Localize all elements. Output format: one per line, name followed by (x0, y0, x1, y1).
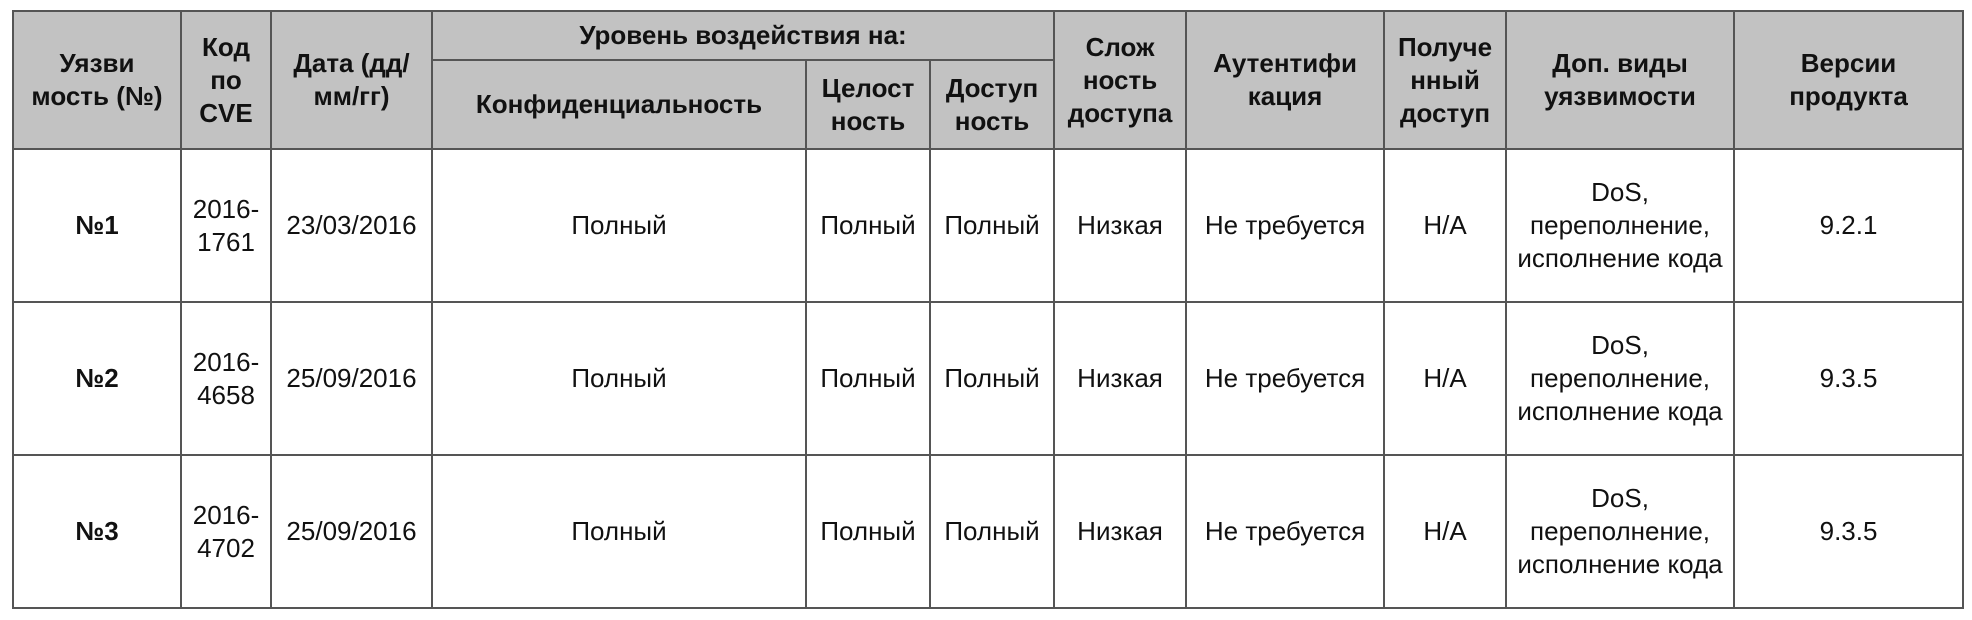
header-date: Дата (дд/ мм/гг) (271, 11, 432, 149)
cell-confidentiality: Полный (432, 149, 806, 302)
cell-extra-types: DoS, переполнение, исполнение кода (1506, 455, 1734, 608)
header-vuln-number: Уязви мость (№) (13, 11, 181, 149)
header-impact-group: Уровень воздействия на: (432, 11, 1054, 60)
cell-access-complexity: Низкая (1054, 149, 1186, 302)
cell-availability: Полный (930, 149, 1054, 302)
table-row (13, 149, 1963, 302)
cell-integrity: Полный (806, 302, 930, 455)
cell-date: 25/09/2016 (271, 455, 432, 608)
table-row (13, 302, 1963, 455)
header-availability: Доступ ность (930, 60, 1054, 149)
cell-cve-code: 2016-4702 (181, 455, 271, 608)
cell-vuln-number: №1 (13, 149, 181, 302)
table-header (13, 11, 1963, 149)
header-authentication: Аутентифи кация (1186, 11, 1384, 149)
cell-gained-access: Н/А (1384, 149, 1506, 302)
cell-confidentiality: Полный (432, 455, 806, 608)
header-gained-access: Получе нный доступ (1384, 11, 1506, 149)
cell-date: 25/09/2016 (271, 302, 432, 455)
cell-extra-types: DoS, переполнение, исполнение кода (1506, 302, 1734, 455)
header-access-complexity: Слож ность доступа (1054, 11, 1186, 149)
cell-versions: 9.2.1 (1734, 149, 1963, 302)
cell-gained-access: Н/А (1384, 455, 1506, 608)
cell-versions: 9.3.5 (1734, 302, 1963, 455)
cell-access-complexity: Низкая (1054, 455, 1186, 608)
cell-access-complexity: Низкая (1054, 302, 1186, 455)
cell-authentication: Не требуется (1186, 302, 1384, 455)
cell-gained-access: Н/А (1384, 302, 1506, 455)
cell-integrity: Полный (806, 455, 930, 608)
header-extra-types: Доп. виды уязвимости (1506, 11, 1734, 149)
cell-availability: Полный (930, 455, 1054, 608)
cell-integrity: Полный (806, 149, 930, 302)
cell-authentication: Не требуется (1186, 455, 1384, 608)
header-cve-code: Код по CVE (181, 11, 271, 149)
cell-date: 23/03/2016 (271, 149, 432, 302)
table-body (13, 149, 1963, 608)
cell-vuln-number: №3 (13, 455, 181, 608)
cell-extra-types: DoS, переполнение, исполнение кода (1506, 149, 1734, 302)
header-integrity: Целост ность (806, 60, 930, 149)
cell-cve-code: 2016-4658 (181, 302, 271, 455)
cell-availability: Полный (930, 302, 1054, 455)
header-confidentiality: Конфиденциальность (432, 60, 806, 149)
cell-vuln-number: №2 (13, 302, 181, 455)
header-versions: Версии продукта (1734, 11, 1963, 149)
cell-cve-code: 2016-1761 (181, 149, 271, 302)
cell-versions: 9.3.5 (1734, 455, 1963, 608)
vulnerability-table (12, 10, 1964, 609)
table-row (13, 455, 1963, 608)
cell-confidentiality: Полный (432, 302, 806, 455)
cell-authentication: Не требуется (1186, 149, 1384, 302)
